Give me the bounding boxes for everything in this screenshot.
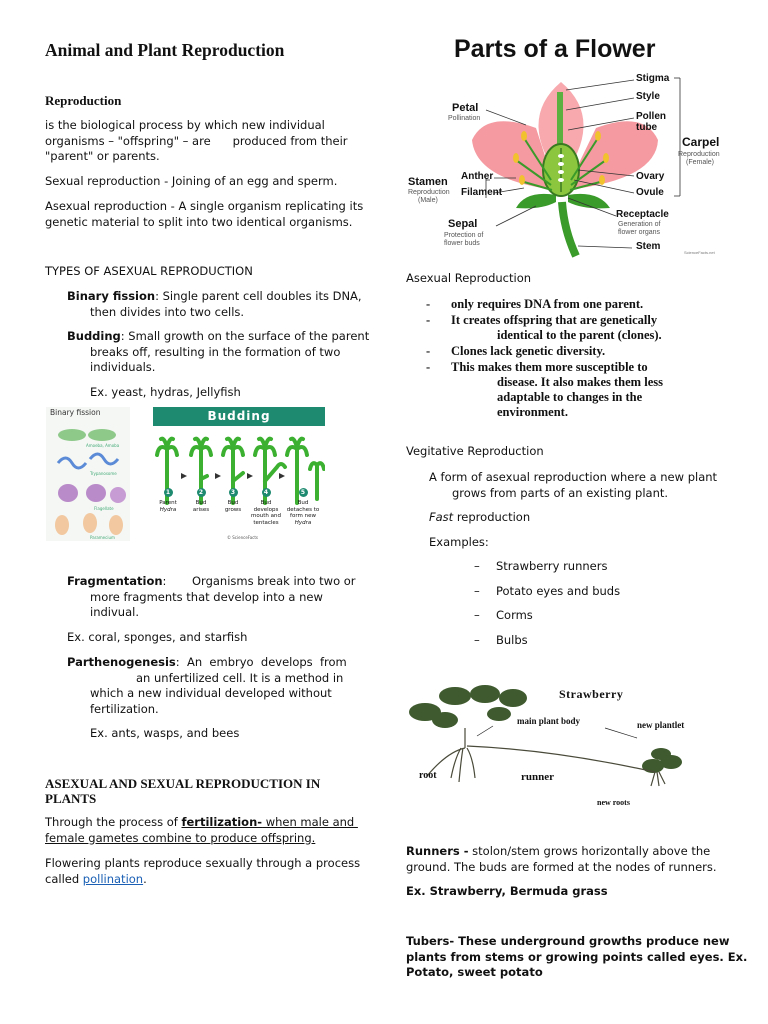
text-line [67,289,362,305]
budding-step [220,488,246,513]
label-ovule: Ovule [636,187,664,198]
fertilization-paragraph [45,815,358,846]
label-main-plant: main plant body [517,716,581,726]
strawberry-illustration [405,678,705,813]
text-line: Asexual reproduction - A single organism replicating its [45,199,364,213]
budding-figure-title: Budding [207,409,271,423]
label-receptacle-sub: flower organs [618,229,661,236]
text-span: : Single parent cell doubles its DNA, [155,289,362,303]
label-filament: Filament [461,187,503,198]
asexual-reproduction-text [45,199,363,230]
step-label: tentacles [253,519,279,526]
step-label: develops [253,506,279,513]
label-receptacle-sub: Generation of [618,221,661,228]
text-span: Corms [496,608,533,622]
list-item [474,584,620,600]
list-item [474,608,620,624]
text-line [67,329,369,345]
step-label: Hydra [294,519,312,526]
step-label: Hydra [159,506,177,513]
pollination-paragraph [45,856,360,887]
budding-term: Budding [67,329,121,343]
page-title: Animal and Plant Reproduction [45,40,285,60]
fragmentation-paragraph [67,574,356,621]
step-number: 1 [164,488,173,497]
types-heading: TYPES OF ASEXUAL REPRODUCTION [45,264,253,278]
text-span: . [143,871,147,886]
label-style: Style [636,91,660,102]
label-stamen-sub: Reproduction [408,189,450,196]
parthenogenesis-example: Ex. ants, wasps, and bees [90,726,240,740]
binary-fission-paragraph [67,289,362,320]
text-line: environment. [497,405,568,419]
text-line: indivual. [90,605,139,619]
sexual-reproduction-text: Sexual reproduction - Joining of an egg and sperm. [45,174,338,188]
text-line: This makes them more susceptible to [451,360,648,374]
diagram-credit: ScienceFacts.net [684,250,715,255]
text-line: then divides into two cells. [90,304,245,319]
text-line: adaptable to changes in the [497,390,643,404]
text-line: plants from stems or growing points called eyes. Ex. [406,949,748,964]
text-span: : Small growth on the surface of the parent [120,329,370,343]
binary-fission-term: Binary fission [67,289,156,303]
text-span: Bulbs [496,632,528,647]
label-new-plantlet: new plantlet [637,720,685,730]
budding-banner [153,407,325,426]
label-pollen-tube: tube [636,122,658,133]
asexual-reproduction-heading: Asexual Reproduction [406,271,532,285]
bullet-item [426,313,726,343]
step-label: grows [224,506,242,513]
dash: – [474,608,480,622]
label-sepal-sub: Protection of [444,232,484,239]
figure-title: Binary fission [50,408,101,417]
reproduction-definition [45,118,365,165]
step-label: Bud [260,500,272,506]
figure-label: Amoeba, Amoba [86,443,120,448]
dash: – [474,583,480,598]
budding-step [285,488,321,526]
figure-credit: © ScienceFacts [227,535,259,540]
text-line: ground. The buds are formed at the nodes of runners. [406,859,717,874]
text-line: an unfertilized cell. It is a method in [136,670,344,685]
budding-step [249,488,283,526]
text-line: which a new individual developed without [90,686,332,700]
text-span: female gametes [45,830,139,845]
examples-list [474,559,620,648]
definition-line: is the biological process by which new individual [45,118,325,132]
text-line: fertilization. [90,701,159,716]
step-number: 3 [229,488,238,497]
binary-fission-figure [46,407,130,541]
text-line: Tubers- These underground growths produce new [406,934,730,948]
definition-line: organisms – "offspring" – are produced from their [45,133,348,148]
text-line: It creates offspring that are genetically [451,313,658,327]
text-line [45,815,358,831]
budding-figure [153,407,325,543]
figure-label: Paramecium [90,535,115,540]
strawberry-figure [405,678,705,813]
fertilization-term: fertilization- [181,815,263,829]
runners-example: Ex. Strawberry, Bermuda grass [406,884,608,898]
text-line: individuals. [90,360,156,374]
step-label: arises [192,506,210,513]
text-line [406,844,717,860]
bullet-dash: - [426,344,431,358]
budding-step [188,488,214,513]
step-label: Parent [159,500,177,506]
label-stamen: Stamen [408,176,448,188]
text-line: only requires DNA from one parent. [451,297,644,311]
step-label: form new [290,513,316,519]
label-stem: Stem [636,241,661,252]
text-span: Strawberry runners [496,559,608,573]
text-line [45,872,360,888]
figure-label: Flagellate [94,506,114,511]
text-line: ASEXUAL AND SEXUAL REPRODUCTION IN [45,776,321,791]
text-span: Through the process of [45,815,182,829]
text-line: A form of asexual reproduction where a new plant [429,470,718,484]
asexual-bullet-list [426,297,726,420]
label-new-roots: new roots [597,798,630,807]
tubers-paragraph [406,934,747,981]
list-item [474,559,620,575]
text-line: breaks off, resulting in the formation of two [90,344,341,359]
label-anther: Anther [461,171,494,182]
label-strawberry: Strawberry [559,687,624,701]
bullet-dash: - [426,297,431,311]
budding-example: Ex. yeast, hydras, Jellyfish [90,384,241,399]
step-number: 5 [299,488,308,497]
bullet-item [426,360,726,420]
label-carpel-sub: (Female) [686,159,715,166]
parthenogenesis-paragraph [67,655,347,742]
label-sepal-sub: flower buds [444,240,480,247]
bullet-dash: - [426,313,431,327]
text-line [67,655,347,671]
list-item [474,633,620,649]
label-stigma: Stigma [636,73,670,84]
label-root: root [419,770,437,781]
text-line: grows from parts of an existing plant. [452,485,669,500]
bullet-item [426,344,726,359]
definition-line: "parent" or parents. [45,149,160,163]
step-number: 2 [197,488,206,497]
pollination-link[interactable]: pollination [82,871,144,886]
label-sepal: Sepal [448,218,478,230]
budding-paragraph [67,329,369,400]
binary-fission-illustration [46,407,130,541]
label-carpel: Carpel [682,135,720,149]
text-line: disease. It also makes them less [497,375,663,389]
vegetative-definition [429,470,717,501]
figure-label: Trypanosome [90,471,117,476]
label-petal-sub: Pollination [448,115,481,122]
text-span: combine to produce offspring. [138,830,316,845]
step-label: Bud [297,500,309,506]
fast-word: Fast [429,510,454,524]
vegetative-heading: Vegitative Reproduction [406,444,544,458]
text-span: Potato eyes and buds [496,583,621,598]
text-line: more fragments that develop into a new [90,589,323,604]
dash: – [474,632,480,647]
runners-paragraph [406,844,717,900]
step-label: detaches to [286,506,320,513]
examples-label: Examples: [429,535,489,549]
flower-diagram [406,30,724,262]
label-receptacle: Receptacle [616,209,669,220]
step-label: Bud [195,500,207,506]
label-stamen-sub: (Male) [418,197,438,204]
plants-heading [45,776,320,806]
parthenogenesis-term: Parthenogenesis [67,655,176,669]
text-line: Potato, sweet potato [406,965,543,979]
text-line: PLANTS [45,791,97,806]
label-petal: Petal [452,102,479,114]
label-carpel-sub: Reproduction [678,151,720,158]
fragmentation-example: Ex. coral, sponges, and starfish [67,630,248,644]
text-line: Flowering plants reproduce sexually through a process [45,856,361,870]
text-line: identical to the parent (clones). [497,328,662,342]
text-line [45,831,358,847]
runners-term: Runners - [406,844,469,858]
bullet-dash: - [426,360,431,374]
text-span: : Organisms break into two or [162,574,356,588]
text-span: called [45,871,83,886]
label-runner: runner [521,771,554,783]
dash: – [474,559,480,573]
label-pollen-tube: Pollen [636,111,667,122]
text-span: stolon/stem grows horizontally above the [468,844,711,858]
step-label: Bud [227,500,239,506]
step-number: 4 [262,488,271,497]
text-line: Clones lack genetic diversity. [451,344,606,358]
step-label: mouth and [251,513,281,519]
flower-diagram-title: Parts of a Flower [454,35,656,63]
reproduction-heading: Reproduction [45,93,122,108]
label-ovary: Ovary [636,171,665,182]
text-span: when male and [262,815,358,829]
budding-step [155,488,181,513]
text-span: : An embryo develops from [175,655,347,669]
fast-reproduction-text [429,510,530,526]
text-line [67,574,356,590]
text-span: reproduction [453,510,531,524]
bullet-item [426,297,726,312]
budding-steps [153,488,325,538]
text-line: genetic material to split into two identical organisms. [45,214,353,229]
fragmentation-term: Fragmentation [67,574,163,588]
